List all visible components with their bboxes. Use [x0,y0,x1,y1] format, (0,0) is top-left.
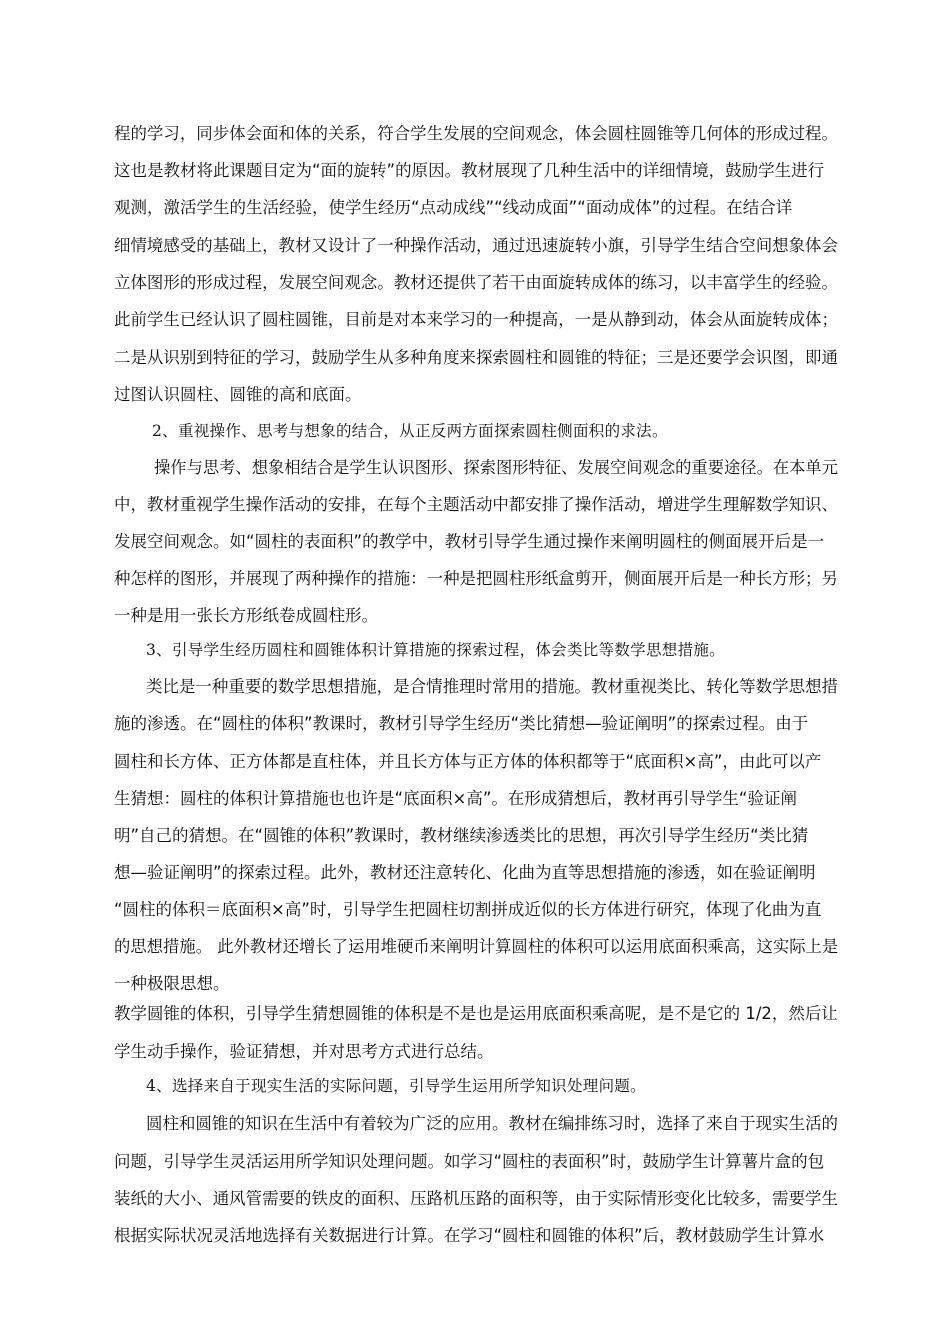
text-line: 生猜想：圆柱的体积计算措施也也许是“底面积×高”。在形成猜想后，教材再引导学生“验证阐 [114,789,797,808]
text-line: 圆柱和长方体、正方体都是直柱体，并且长方体与正方体的体积都等于“底面积×高”，由此可以产 [114,752,822,771]
section-heading: 3、引导学生经历圆柱和圆锥体积计算措施的探索过程，体会类比等数学思想措施。 [146,641,725,659]
text-line: 中，教材重视学生操作活动的安排，在每个主题活动中都安排了操作活动，增进学生理解数学知识、 [114,495,838,514]
text-line: 根据实际状况灵活地选择有关数据进行计算。在学习“圆柱和圆锥的体积”后，教材鼓励学生计算水 [114,1226,825,1245]
section-heading: 4、选择来自于现实生活的实际问题，引导学生运用所学知识处理问题。 [146,1077,646,1095]
section-heading: 2、重视操作、思考与想象的结合，从正反两方面探索圆柱侧面积的求法。 [152,422,668,440]
text-line: 装纸的大小、通风管需要的铁皮的面积、压路机压路的面积等，由于实际情形变化比较多，需要学生 [114,1189,838,1208]
text-line: 过图认识圆柱、圆锥的高和底面。 [114,385,362,404]
text-line: 一种是用一张长方形纸卷成圆柱形。 [114,606,378,625]
text-line: 这也是教材将此课题目定为“面的旋转”的原因。教材展现了几种生活中的详细情境，鼓励学生进行 [114,161,825,180]
text-line: 问题，引导学生灵活运用所学知识处理问题。如学习“圆柱的表面积”时，鼓励学生计算薯片盒的包 [114,1152,825,1171]
text-line: 操作与思考、想象相结合是学生认识图形、探索图形特征、发展空间观念的重要途径。在本单元 [154,458,838,477]
text-line: 观测，激活学生的生活经验，使学生经历“点动成线”“线动成面”“面动成体”的过程。在结合详 [114,198,793,217]
text-line: 种怎样的图形，并展现了两种操作的措施：一种是把圆柱形纸盒剪开，侧面展开后是一种长方形；另 [114,569,838,588]
text-line: 施的渗透。在“圆柱的体积”教课时，教材引导学生经历“类比猜想—验证阐明”的探索过程。由于 [114,714,809,733]
text-line: 教学圆锥的体积，引导学生猜想圆锥的体积是不是也是运用底面积乘高呢，是不是它的 1/2，然后让 [114,1004,838,1023]
text-line: 立体图形的形成过程，发展空间观念。教材还提供了若干由面旋转成体的练习，以丰富学生的经验。 [114,273,838,292]
text-line: 此前学生已经认识了圆柱圆锥，目前是对本来学习的一种提高，一是从静到动，体会从面旋转成体； [114,310,838,329]
text-line: 一种极限思想。 [114,974,230,993]
text-line: 二是从识别到特征的学习，鼓励学生从多种角度来探索圆柱和圆锥的特征；三是还要学会识图，即通 [114,348,838,367]
text-line: 明”自己的猜想。在“圆锥的体积”教课时，教材继续渗透类比的思想，再次引导学生经历“类比猜 [114,826,809,845]
text-line: 程的学习，同步体会面和体的关系，符合学生发展的空间观念，体会圆柱圆锥等几何体的形成过程。 [114,124,838,143]
text-line: 发展空间观念。如“圆柱的表面积”的教学中，教材引导学生通过操作来阐明圆柱的侧面展开后是一 [114,532,825,551]
text-line: “圆柱的体积＝底面积×高”时，引导学生把圆柱切割拼成近似的长方体进行研究，体现了化曲为直 [114,900,822,919]
text-line: 学生动手操作，验证猜想，并对思考方式进行总结。 [114,1042,494,1061]
text-line: 想—验证阐明”的探索过程。此外，教材还注意转化、化曲为直等思想措施的渗透，如在验证阐明 [114,863,816,882]
text-line: 圆柱和圆锥的知识在生活中有着较为广泛的应用。教材在编排练习时，选择了来自于现实生活的 [146,1114,839,1133]
text-line: 的思想措施。 此外教材还增长了运用堆硬币来阐明计算圆柱的体积可以运用底面积乘高，这实际上是 [114,937,839,956]
text-line: 类比是一种重要的数学思想措施，是合情推理时常用的措施。教材重视类比、转化等数学思想措 [146,677,839,696]
text-line: 细情境感受的基础上，教材又设计了一种操作活动，通过迅速旋转小旗，引导学生结合空间想象体会 [114,236,838,255]
